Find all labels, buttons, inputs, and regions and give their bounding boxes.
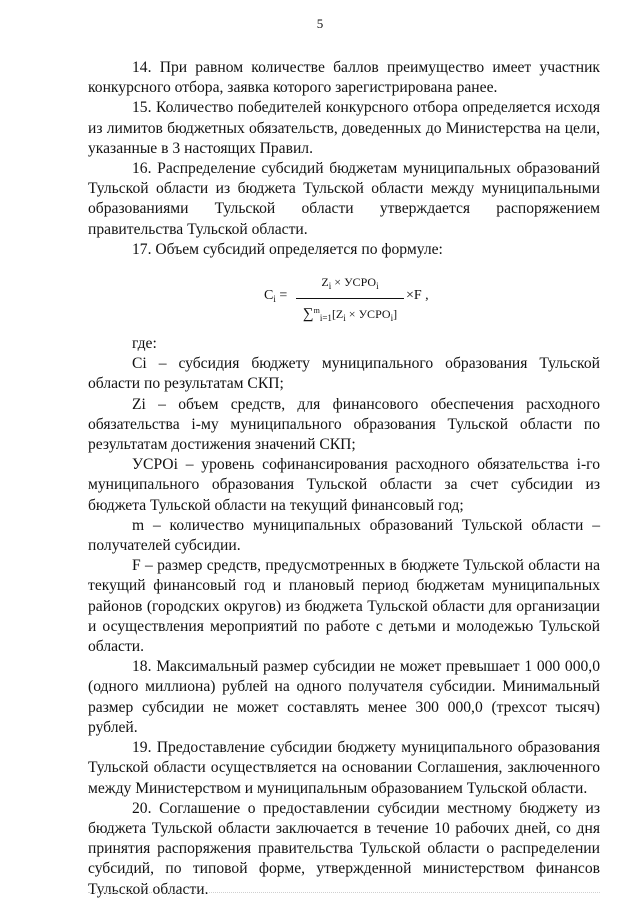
paragraph-15: 15. Количество победителей конкурсного отбора определяется исходя из лимитов бюджетных обязательств, доведенных до Министерства на цели, указанные в 3 настоящих Правил. bbox=[88, 99, 600, 157]
subsidy-formula bbox=[88, 268, 600, 324]
denominator-z-subscript: i bbox=[343, 313, 346, 324]
formula-lhs-subscript: i bbox=[273, 294, 276, 305]
definition-uspo: УСРОi – уровень софинансирования расходного обязательства i-го муниципального образования Тульской области за счет субсидии из бюджета Тульской области на текущий финансовый год; bbox=[88, 456, 600, 514]
page-number: 5 bbox=[316, 16, 324, 31]
paragraph-18: 18. Максимальный размер субсидии не может превышает 1 000 000,0 (одного миллиона) рублей на одного получателя субсидии. Минимальный размер субсидии не может составлять менее 300 000,0 (трехсот тысяч) рублей. bbox=[88, 658, 600, 736]
paragraph-14: 14. При равном количестве баллов преимущество имеет участник конкурсного отбора, заявка которого зарегистрирована ранее. bbox=[88, 59, 600, 97]
paragraph-19: 19. Предоставление субсидии бюджету муниципального образования Тульской области осуществляется на основании Соглашения, заключенного между Министерством и муниципальным образованием Тульской области. bbox=[88, 739, 600, 797]
paragraph-20: 20. Соглашение о предоставлении субсидии местному бюджету из бюджета Тульской области заключается в течение 10 рабочих дней, со дня принятия распоряжения правительства Тульской области о распределении субсидий, по типовой форме, утвержденной министерством финансов Тульской области. bbox=[88, 799, 600, 898]
denominator-times: × bbox=[348, 307, 356, 322]
paragraph-16: 16. Распределение субсидий бюджетам муниципальных образований Тульской области из бюджета Тульской области между муниципальными образованиями Тульской области утверждается распоряжением правительства Тульской области. bbox=[88, 160, 600, 238]
denominator-uspo-subscript: i bbox=[390, 313, 394, 324]
definition-zi: Zi – объем средств, для финансового обеспечения расходного обязательства i-му муниципального образования Тульской области по результатам достижения значений СКП; bbox=[88, 395, 600, 454]
numerator-uspo: УСРО bbox=[344, 275, 377, 290]
paragraph-17: 17. Объем субсидий определяется по формуле: bbox=[132, 240, 443, 258]
numerator-uspo-subscript: i bbox=[376, 281, 379, 292]
sum-upper-limit: m bbox=[313, 306, 320, 316]
definition-ci: Ci – субсидия бюджету муниципального образования Тульской области по результатам СКП; bbox=[88, 355, 600, 393]
denominator-close-bracket: ] bbox=[393, 307, 398, 322]
formula-numerator bbox=[296, 272, 404, 299]
definition-m: m – количество муниципальных образований Тульской области – получателей субсидии. bbox=[88, 516, 600, 555]
formula-equals: = bbox=[279, 288, 288, 304]
formula-tail: ×F , bbox=[406, 288, 429, 304]
definition-f: F – размер средств, предусмотренных в бюджете Тульской области на текущий финансовый год и плановый период бюджетам муниципальных районов (городских округов) из бюджета Тульской области для организации и осуществления мероприятий по работе с детьми и молодежью Тульской области. bbox=[88, 557, 600, 656]
formula-fraction bbox=[296, 272, 404, 328]
numerator-z: Z bbox=[321, 275, 329, 290]
formula-denominator bbox=[296, 299, 404, 328]
formula-lhs-symbol: C bbox=[264, 288, 274, 304]
denominator-uspo: УСРО bbox=[358, 307, 391, 322]
scan-artifact-line bbox=[88, 892, 600, 895]
numerator-z-subscript: i bbox=[328, 281, 332, 292]
denominator-z: [Z bbox=[331, 307, 344, 322]
document-body bbox=[88, 58, 600, 900]
sum-lower-limit: i=1 bbox=[319, 313, 332, 324]
numerator-times: × bbox=[334, 275, 342, 290]
where-label: где: bbox=[132, 335, 157, 353]
formula-lhs bbox=[264, 286, 287, 309]
sum-symbol: ∑ bbox=[302, 306, 314, 323]
